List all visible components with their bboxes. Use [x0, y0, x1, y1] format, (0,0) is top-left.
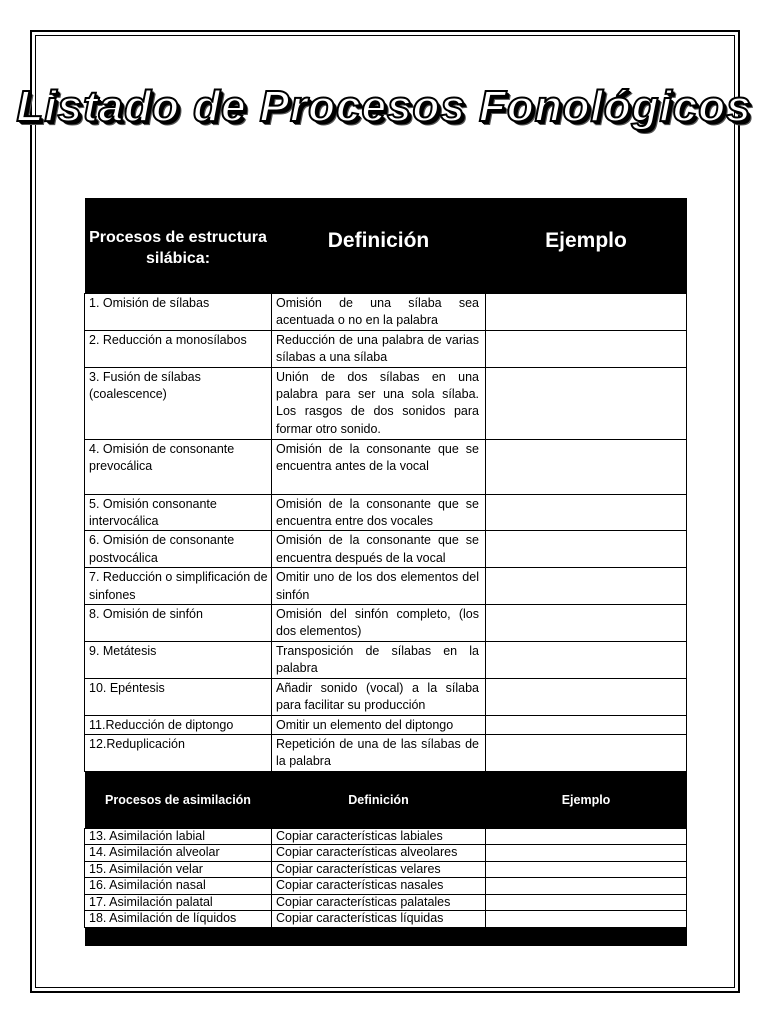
process-cell: 14. Asimilación alveolar — [85, 845, 272, 862]
example-cell — [486, 294, 687, 331]
definition-cell: Reducción de una palabra de varias sílabas a una sílaba — [272, 330, 486, 367]
header-process: Procesos de asimilación — [85, 771, 272, 828]
definition-cell: Omisión de la consonante que se encuentra entre dos vocales — [272, 494, 486, 531]
process-cell: 18. Asimilación de líquidos — [85, 911, 272, 928]
example-cell — [486, 911, 687, 928]
section2-header-row — [85, 771, 687, 828]
example-cell — [486, 678, 687, 715]
definition-cell: Copiar características palatales — [272, 894, 486, 911]
table-row — [85, 641, 687, 678]
process-cell: 9. Metátesis — [85, 641, 272, 678]
example-cell — [486, 878, 687, 895]
process-cell: 1. Omisión de sílabas — [85, 294, 272, 331]
process-cell: 8. Omisión de sinfón — [85, 605, 272, 642]
example-cell — [486, 641, 687, 678]
definition-cell: Omisión de la consonante que se encuentra antes de la vocal — [272, 439, 486, 494]
definition-cell: Omisión de una sílaba sea acentuada o no en la palabra — [272, 294, 486, 331]
process-cell: 11.Reducción de diptongo — [85, 715, 272, 734]
table-row — [85, 828, 687, 845]
definition-cell: Omisión del sinfón completo, (los dos elementos) — [272, 605, 486, 642]
process-cell: 13. Asimilación labial — [85, 828, 272, 845]
example-cell — [486, 828, 687, 845]
header-process: Procesos de estructura silábica: — [85, 198, 272, 294]
header-example: Ejemplo — [486, 198, 687, 294]
table-row — [85, 861, 687, 878]
process-cell: 2. Reducción a monosílabos — [85, 330, 272, 367]
example-cell — [486, 894, 687, 911]
section1-body — [85, 294, 687, 772]
definition-cell: Copiar características nasales — [272, 878, 486, 895]
table-row — [85, 605, 687, 642]
header-example: Ejemplo — [486, 771, 687, 828]
process-cell: 12.Reduplicación — [85, 734, 272, 771]
section2-body — [85, 828, 687, 927]
definition-cell: Transposición de sílabas en la palabra — [272, 641, 486, 678]
example-cell — [486, 494, 687, 531]
definition-cell: Omitir un elemento del diptongo — [272, 715, 486, 734]
example-cell — [486, 568, 687, 605]
table-row — [85, 878, 687, 895]
table-row — [85, 734, 687, 771]
process-cell: 5. Omisión consonante intervocálica — [85, 494, 272, 531]
definition-cell: Copiar características velares — [272, 861, 486, 878]
table-row — [85, 330, 687, 367]
definition-cell: Copiar características labiales — [272, 828, 486, 845]
table-row — [85, 531, 687, 568]
table-footer-bar — [85, 927, 687, 946]
header-definition: Definición — [272, 771, 486, 828]
example-cell — [486, 605, 687, 642]
example-cell — [486, 845, 687, 862]
table-row — [85, 894, 687, 911]
definition-cell: Omitir uno de los dos elementos del sinfón — [272, 568, 486, 605]
example-cell — [486, 439, 687, 494]
definition-cell: Añadir sonido (vocal) a la sílaba para facilitar su producción — [272, 678, 486, 715]
table-row — [85, 367, 687, 439]
page-title: Listado de Procesos Fonológicos — [16, 82, 752, 131]
process-cell: 15. Asimilación velar — [85, 861, 272, 878]
example-cell — [486, 715, 687, 734]
section1-header-row — [85, 198, 687, 294]
process-cell: 17. Asimilación palatal — [85, 894, 272, 911]
table-row — [85, 294, 687, 331]
example-cell — [486, 734, 687, 771]
table-row — [85, 494, 687, 531]
table-row — [85, 678, 687, 715]
definition-cell: Repetición de una de las sílabas de la palabra — [272, 734, 486, 771]
example-cell — [486, 531, 687, 568]
table-row — [85, 845, 687, 862]
table-row — [85, 911, 687, 928]
definition-cell: Copiar características alveolares — [272, 845, 486, 862]
process-cell: 4. Omisión de consonante prevocálica — [85, 439, 272, 494]
definition-cell: Copiar características líquidas — [272, 911, 486, 928]
example-cell — [486, 330, 687, 367]
process-cell: 7. Reducción o simplificación de sinfones — [85, 568, 272, 605]
header-definition: Definición — [272, 198, 486, 294]
table-row — [85, 715, 687, 734]
example-cell — [486, 367, 687, 439]
table-row — [85, 439, 687, 494]
process-cell: 16. Asimilación nasal — [85, 878, 272, 895]
definition-cell: Unión de dos sílabas en una palabra para ser una sola sílaba. Los rasgos de dos sonidos para formar otro sonido. — [272, 367, 486, 439]
processes-table — [84, 198, 687, 946]
table-row — [85, 568, 687, 605]
process-cell: 3. Fusión de sílabas (coalescence) — [85, 367, 272, 439]
definition-cell: Omisión de la consonante que se encuentra después de la vocal — [272, 531, 486, 568]
process-cell: 6. Omisión de consonante postvocálica — [85, 531, 272, 568]
process-cell: 10. Epéntesis — [85, 678, 272, 715]
example-cell — [486, 861, 687, 878]
